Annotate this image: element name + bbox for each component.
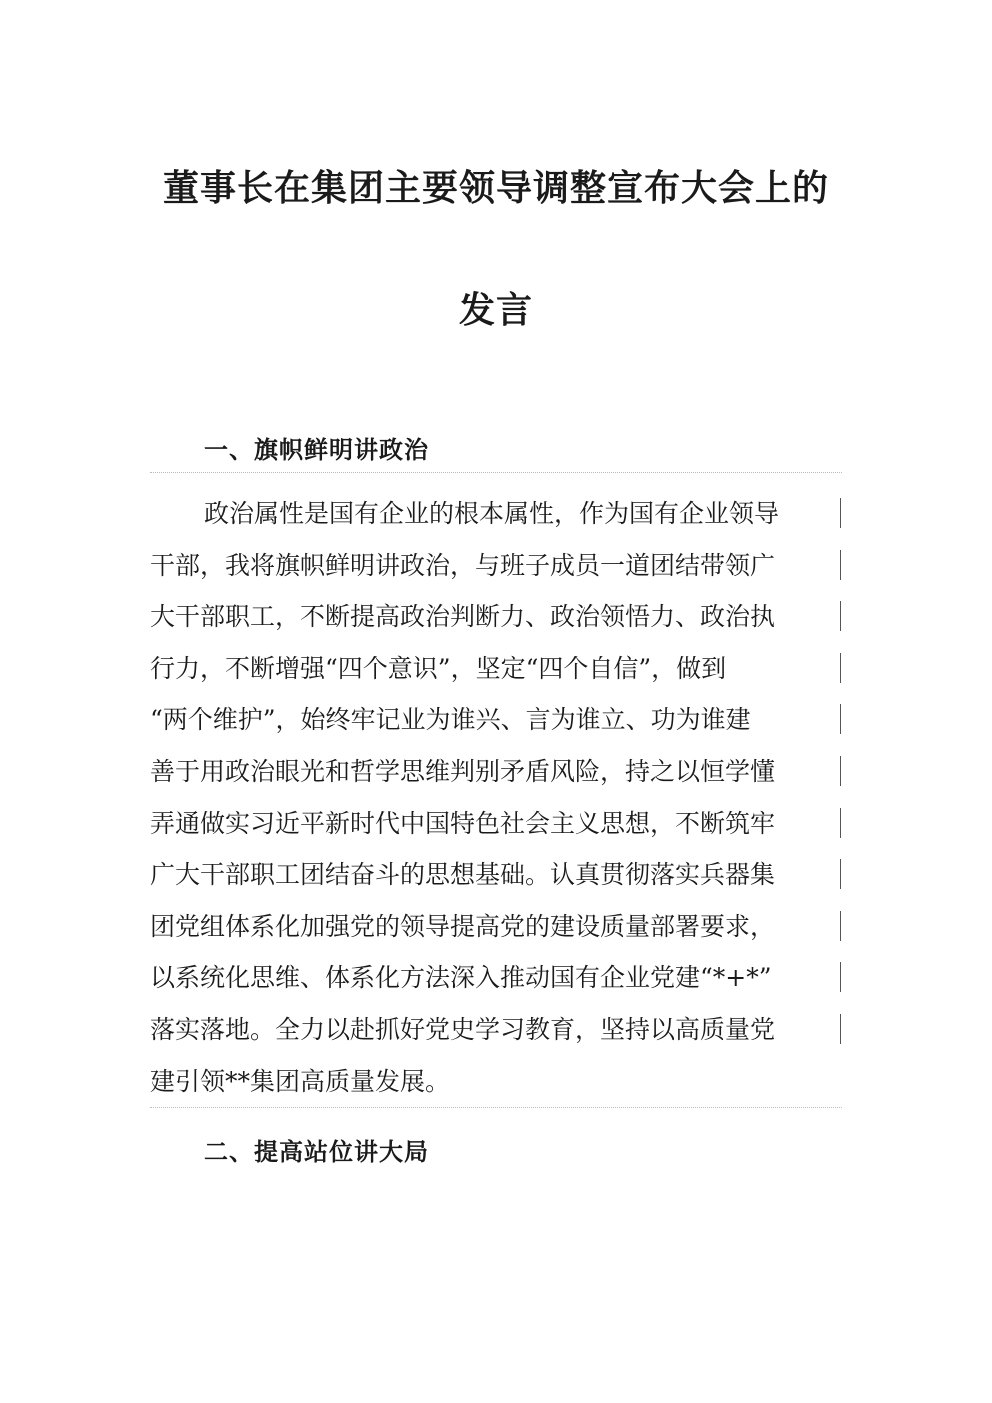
paragraph-line: 政治属性是国有企业的根本属性，作为国有企业领导 [150,488,850,540]
paragraph-line: 落实落地。全力以赴抓好党史学习教育，坚持以高质量党 [150,1004,850,1056]
section-2-heading: 二、提高站位讲大局 [204,1138,429,1166]
paragraph-line: 大干部职工，不断提高政治判断力、政治领悟力、政治执 [150,591,850,643]
paragraph-line: 建引领**集团高质量发展。 [150,1066,451,1096]
paragraph-top-border [150,472,842,473]
paragraph-line: “两个维护”，始终牢记业为谁兴、言为谁立、功为谁建 [150,694,850,746]
section-1-paragraph [150,488,850,1107]
paragraph-line: 团党组体系化加强党的领导提高党的建设质量部署要求， [150,901,850,953]
document-title-line-1: 董事长在集团主要领导调整宣布大会上的 [162,168,829,209]
paragraph-bottom-border [150,1107,842,1108]
paragraph-line: 以系统化思维、体系化方法深入推动国有企业党建“*+*” [150,952,850,1004]
paragraph-line: 行力，不断增强“四个意识”，坚定“四个自信”，做到 [150,643,850,695]
paragraph-line: 广大干部职工团结奋斗的思想基础。认真贯彻落实兵器集 [150,849,850,901]
document-title-line-2: 发言 [458,290,533,331]
paragraph-line: 弄通做实习近平新时代中国特色社会主义思想，不断筑牢 [150,798,850,850]
section-1-heading: 一、旗帜鲜明讲政治 [204,436,429,464]
paragraph-line: 干部，我将旗帜鲜明讲政治，与班子成员一道团结带领广 [150,540,850,592]
paragraph-line: 善于用政治眼光和哲学思维判别矛盾风险，持之以恒学懂 [150,746,850,798]
